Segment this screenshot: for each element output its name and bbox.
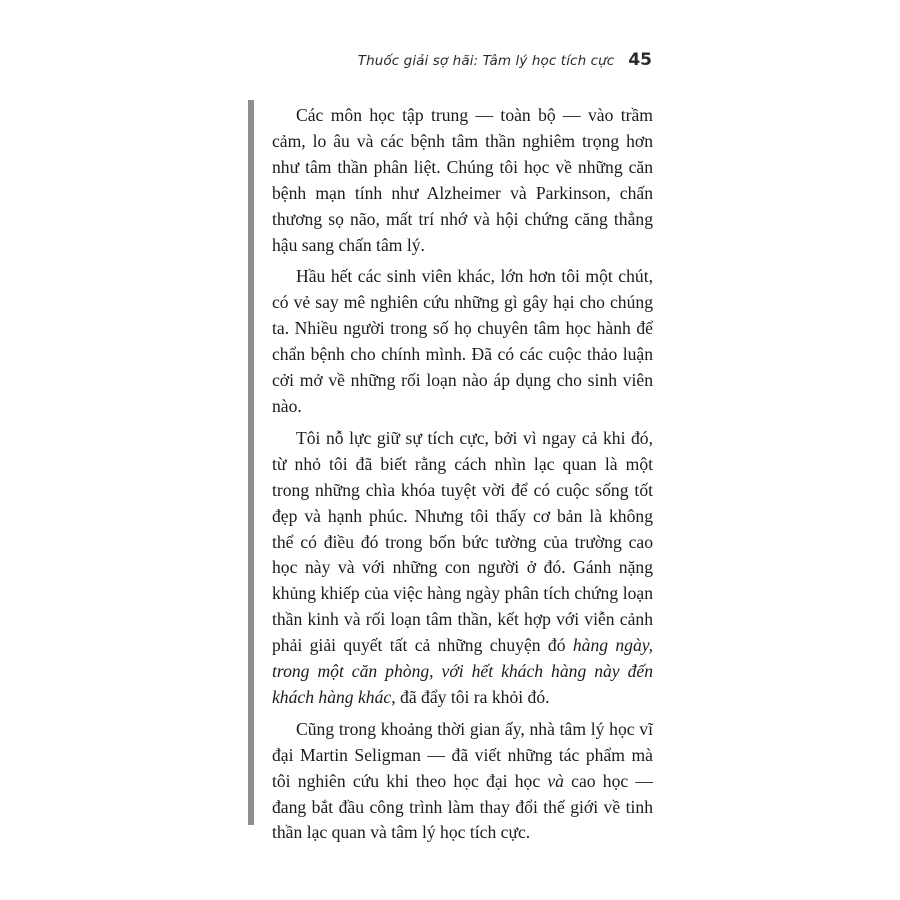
quote-side-bar	[248, 100, 254, 825]
paragraph-3-italic: hàng ngày, trong một căn phòng, với hết khách hàng này đến khách hàng khác	[272, 635, 654, 707]
running-title: Thuốc giải sợ hãi: Tâm lý học tích cực	[357, 53, 615, 69]
paragraph-2: Hầu hết các sinh viên khác, lớn hơn tôi một chút, có vẻ say mê nghiên cứu những gì gây hại cho chúng ta. Nhiều người trong số họ chuyên tâm học hành để chẩn bệnh cho chính mình. Đã có các cuộc thảo luận cởi mở về những rối loạn nào áp dụng cho sinh viên nào.	[272, 266, 653, 416]
paragraph-3	[272, 426, 653, 711]
paragraph-4-text: Cũng trong khoảng thời gian ấy, nhà tâm lý học vĩ đại Martin Seligman — đã viết những tác phẩm mà tôi nghiên cứu khi theo học đại học	[272, 718, 653, 791]
body-text	[272, 103, 653, 852]
paragraph-3-text: Tôi nỗ lực giữ sự tích cực, bởi vì ngay cả khi đó, từ nhỏ tôi đã biết rằng cách nhìn lạc quan là một trong những chìa khóa tuyệt vời để có cuộc sống tốt đẹp và hạnh phúc. Nhưng tôi thấy cơ bản là không thể có điều đó trong bốn bức tường của trường cao học này và với những con người ở đó. Gánh nặng khủng khiếp của việc hàng ngày phân tích chứng loạn thần kinh và rối loạn tâm thần, kết hợp với viễn cảnh phải giải quyết tất cả những chuyện đó	[272, 427, 653, 656]
page-number: 45	[628, 50, 652, 70]
paragraph-4-text-end: cao học — đang bắt đầu công trình làm thay đổi thế giới về tinh thần lạc quan và tâm lý học tích cực.	[272, 770, 654, 843]
paragraph-1: Các môn học tập trung — toàn bộ — vào trầm cảm, lo âu và các bệnh tâm thần nghiêm trọng hơn như tâm thần phân liệt. Chúng tôi học về những căn bệnh mạn tính như Alzheimer và Parkinson, chấn thương sọ não, mất trí nhớ và hội chứng căng thẳng hậu sang chấn tâm lý.	[272, 105, 653, 255]
running-header	[358, 50, 652, 70]
paragraph-3-text-end: , đã đẩy tôi ra khỏi đó.	[391, 686, 550, 707]
paragraph-4-italic: và	[547, 770, 564, 791]
paragraph-4	[272, 717, 653, 847]
